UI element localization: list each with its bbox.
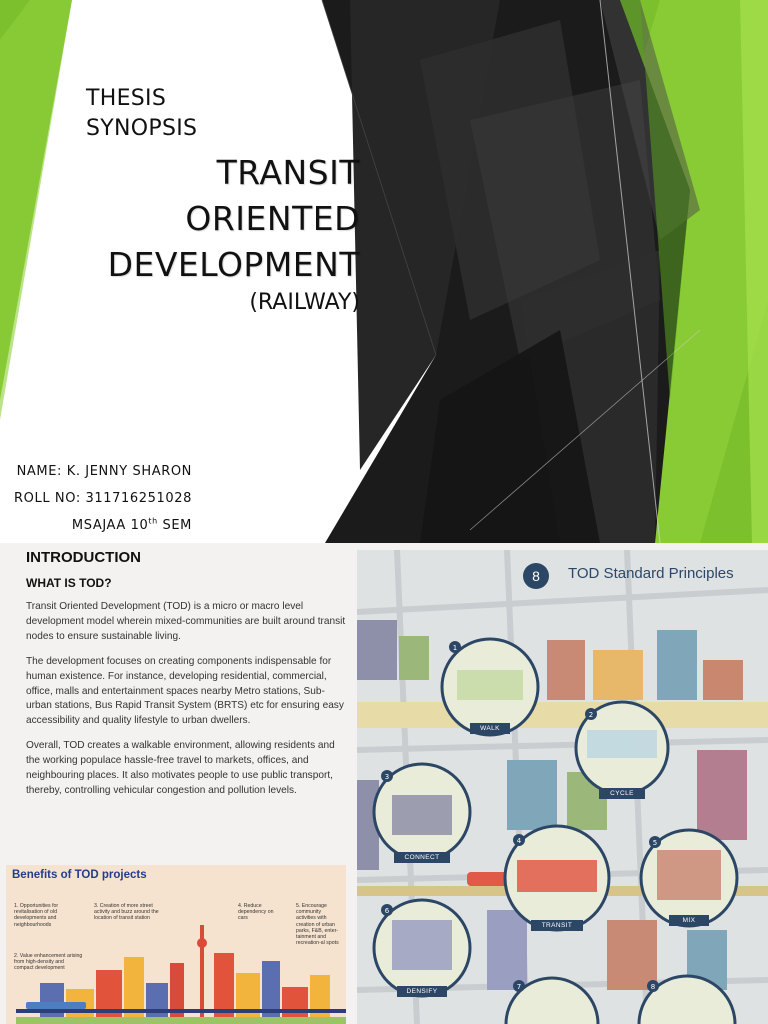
principles-title: TOD Standard Principles (568, 565, 734, 582)
tod-principles-infographic (357, 550, 768, 1024)
introduction-section (26, 549, 346, 799)
principles-count-badge: 8 (523, 563, 549, 589)
benefits-infographic (6, 865, 346, 1024)
label-densify: DENSIFY (397, 986, 447, 997)
circle-number-6: 6 (384, 907, 390, 915)
train-icon (26, 1002, 86, 1009)
circle-number-3: 3 (384, 773, 390, 781)
label-connect: CONNECT (394, 852, 450, 863)
benefit-item-4: 4. Reduce dependency on cars (238, 903, 274, 922)
what-is-tod-heading: WHAT IS TOD? (26, 576, 112, 590)
intro-paragraph-2: The development focuses on creating components indispensable for human existence. For instance, developing residential, commercial, office, malls and entertainment spaces nearby Metro stations, Sub-urban stations, Bus Rapid Transit System (BRTS) etc for ensuring easy accessibility and quality lifestyle to urban dwellers. (26, 655, 344, 727)
title-line-1: TRANSIT (216, 153, 360, 192)
title-line-3: DEVELOPMENT (107, 245, 360, 284)
benefit-item-5: 5. Encourage community activities with creation of urban parks, F&B, enter-tainment and recreation-al spots (296, 903, 339, 947)
benefits-title: Benefits of TOD projects (12, 869, 147, 881)
intro-paragraph-3: Overall, TOD creates a walkable environment, allowing residents and the working populace hassle-free travel to markets, offices, and neighbouring places. It also motivates people to use public transport, thereby, controlling vehicular congestion and pollution levels. (26, 740, 335, 796)
introduction-page (0, 543, 768, 1024)
title-line-2: ORIENTED (185, 199, 360, 238)
course-sem: SEM (157, 518, 192, 533)
roll-number: ROLL NO: 311716251028 (14, 491, 192, 506)
label-cycle: CYCLE (599, 788, 645, 799)
circle-number-8: 8 (650, 983, 656, 991)
introduction-heading: INTRODUCTION (26, 549, 141, 566)
benefit-item-1: 1. Opportunities for revitalisation of old developments and neighbourhoods (14, 903, 59, 928)
course-superscript: th (148, 516, 158, 526)
label-walk: WALK (470, 723, 510, 734)
circle-number-5: 5 (652, 839, 658, 847)
tod-city-illustration (357, 550, 768, 1024)
city-skyline-illustration (6, 865, 346, 1024)
circle-number-4: 4 (516, 837, 522, 845)
course-name: MSAJAA 10 (71, 518, 149, 533)
heading-thesis: THESIS (86, 86, 167, 111)
intro-paragraph-1: Transit Oriented Development (TOD) is a micro or macro level development model wherein mixed-communities are built around transit nodes to ensure sustainable living. (26, 601, 346, 642)
circle-number-1: 1 (452, 644, 458, 652)
course-semester (72, 517, 192, 535)
heading-synopsis: SYNOPSIS (86, 116, 198, 141)
slide-heading (86, 84, 197, 144)
circle-number-2: 2 (588, 711, 594, 719)
subtitle-railway: (RAILWAY) (249, 290, 360, 315)
benefit-item-2: 2. Value enhancement arising from high-density and compact development (14, 953, 83, 972)
circle-number-7: 7 (516, 983, 522, 991)
benefit-item-3: 3. Creation of more street activity and buzz around the location of transit station (94, 903, 159, 922)
label-mix: MIX (669, 915, 709, 926)
student-name: NAME: K. JENNY SHARON (16, 464, 192, 479)
label-transit: TRANSIT (531, 920, 583, 931)
